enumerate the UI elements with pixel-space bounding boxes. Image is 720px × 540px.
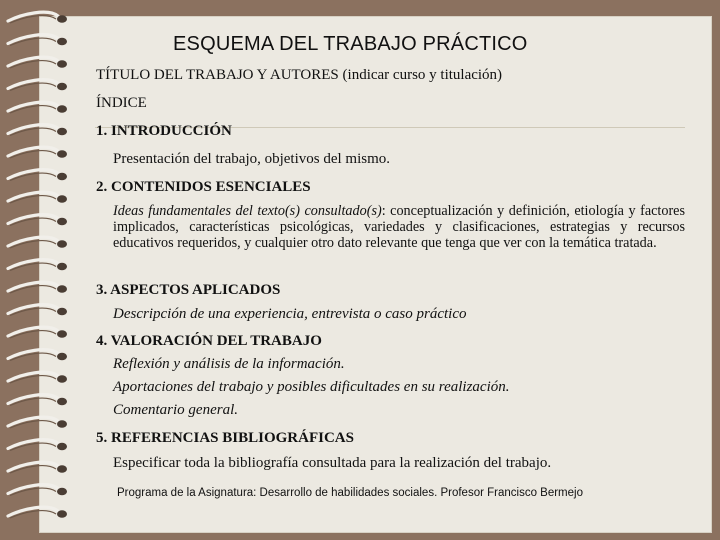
page-title: ESQUEMA DEL TRABAJO PRÁCTICO <box>173 33 528 55</box>
section-references-heading: 5. REFERENCIAS BIBLIOGRÁFICAS <box>96 430 354 446</box>
spiral-ring <box>8 372 67 383</box>
spiral-ring <box>8 80 67 91</box>
section-intro-heading: 1. INTRODUCCIÓN <box>96 123 232 139</box>
spiral-ring <box>8 305 67 316</box>
section-evaluation-line-2: Aportaciones del trabajo y posibles dificultades en su realización. <box>113 379 510 395</box>
spiral-ring <box>8 12 67 23</box>
spiral-ring <box>8 102 67 113</box>
spiral-binding <box>0 0 80 540</box>
section-evaluation-heading: 4. VALORACIÓN DEL TRABAJO <box>96 333 322 349</box>
spiral-ring <box>8 417 67 428</box>
spiral-ring <box>8 282 67 293</box>
index-line: ÍNDICE <box>96 95 147 111</box>
spiral-ring <box>8 170 67 181</box>
section-evaluation-line-1: Reflexión y análisis de la información. <box>113 356 345 372</box>
spiral-ring <box>8 215 67 226</box>
section-evaluation-line-3: Comentario general. <box>113 402 238 418</box>
section-contents-heading: 2. CONTENIDOS ESENCIALES <box>96 179 311 195</box>
spiral-ring <box>8 327 67 338</box>
section-contents-body <box>113 203 685 251</box>
spiral-ring <box>8 35 67 46</box>
spiral-ring <box>8 350 67 361</box>
section-references-body: Especificar toda la bibliografía consultada para la realización del trabajo. <box>113 455 552 471</box>
spiral-ring <box>8 395 67 406</box>
section-applied-body: Descripción de una experiencia, entrevista o caso práctico <box>113 306 467 322</box>
spiral-ring <box>8 192 67 203</box>
spiral-ring <box>8 260 67 271</box>
section-applied-heading: 3. ASPECTOS APLICADOS <box>96 282 281 298</box>
title-authors-line: TÍTULO DEL TRABAJO Y AUTORES (indicar curso y titulación) <box>96 67 503 83</box>
spiral-ring <box>8 507 67 518</box>
spiral-ring <box>8 462 67 473</box>
spiral-ring <box>8 440 67 451</box>
contents-italic-lead: Ideas fundamentales del texto(s) consultado(s) <box>113 203 382 219</box>
spiral-ring <box>8 485 67 496</box>
spiral-ring <box>8 125 67 136</box>
spiral-ring <box>8 57 67 68</box>
spiral-ring <box>8 147 67 158</box>
contents-rest: : conceptualización y definición, etiología y factores implicados, características psicológicas, variedades y clasificaciones, estrategias y recursos educativos requeridos, y cualquier otro dato relevante que tenga que ver con la temática tratada. <box>113 203 685 251</box>
spiral-ring <box>8 237 67 248</box>
section-intro-body: Presentación del trabajo, objetivos del mismo. <box>113 151 391 167</box>
footer-credit: Programa de la Asignatura: Desarrollo de habilidades sociales. Profesor Francisco Bermejo <box>117 487 583 499</box>
